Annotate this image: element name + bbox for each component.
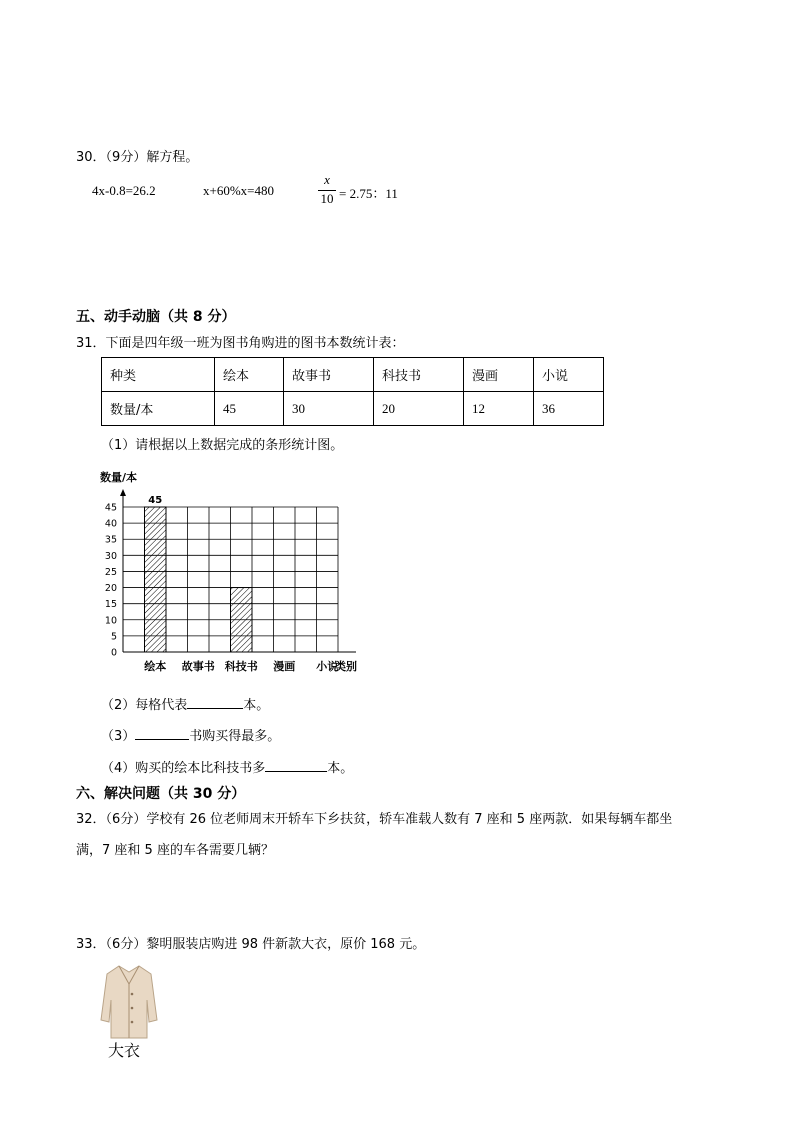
q31-sub3-text-after: 书购买得最多。 [189, 729, 281, 744]
y-tick-label: 0 [110, 647, 117, 659]
q31-sub4-text-after: 本。 [327, 761, 354, 776]
y-axis-title: 数量/本 [100, 471, 138, 484]
y-tick-label: 5 [110, 631, 117, 643]
section-6-title: 六、解决问题（共 30 分） [76, 786, 246, 802]
y-tick-label: 20 [104, 583, 117, 595]
equation-1: 4x-0.8=26.2 [92, 183, 156, 198]
q31-heading: 31．下面是四年级一班为图书角购进的图书本数统计表： [76, 336, 405, 351]
fraction-denominator: 10 [320, 191, 334, 206]
q31-sub2-text: （2）每格代表 [101, 698, 188, 713]
table-header-cell: 绘本 [215, 358, 284, 392]
answer-blank-2[interactable] [187, 708, 243, 709]
book-stats-table [101, 357, 604, 426]
q31-sub1: （1）请根据以上数据完成的条形统计图。 [101, 438, 344, 453]
x-axis-title: 类别 [335, 660, 357, 673]
table-cell: 数量/本 [102, 392, 215, 426]
fraction-numerator: x [324, 172, 330, 187]
data-label: 45 [148, 495, 163, 506]
bar [145, 507, 167, 652]
x-category-label: 故事书 [181, 660, 215, 673]
table-cell: 45 [215, 392, 284, 426]
q31-sub4 [101, 757, 353, 776]
table-header-cell: 科技书 [374, 358, 464, 392]
q32-line-1: 32．（6分）学校有 26 位老师周末开轿车下乡扶贫，轿车准载人数有 7 座和 5 座两款．如果每辆车都坐 [76, 812, 673, 827]
y-tick-label: 10 [104, 615, 117, 627]
q32-line-2: 满，7 座和 5 座的车各需要几辆？ [76, 843, 274, 858]
equation-2: x+60%x=480 [203, 183, 274, 198]
x-category-label: 小说 [316, 660, 339, 673]
table-cell: 12 [464, 392, 534, 426]
q31-sub4-text: （4）购买的绘本比科技书多 [101, 761, 266, 776]
coat-caption: 大衣 [108, 1043, 141, 1060]
x-category-label: 科技书 [224, 660, 258, 673]
table-header-cell: 小说 [534, 358, 604, 392]
table-row [102, 392, 604, 426]
y-tick-label: 15 [104, 599, 117, 611]
bar-chart [90, 464, 410, 684]
table-cell: 36 [534, 392, 604, 426]
answer-blank-3[interactable] [135, 739, 189, 740]
table-header-cell: 种类 [102, 358, 215, 392]
q33-heading: 33．（6分）黎明服装店购进 98 件新款大衣，原价 168 元。 [76, 937, 426, 952]
bar [231, 588, 253, 652]
q30-heading: 30．（9分）解方程。 [76, 150, 199, 165]
equation-3-rest: = 2.75：11 [339, 186, 398, 201]
table-header-cell: 漫画 [464, 358, 534, 392]
q31-sub3-text: （3） [101, 729, 136, 744]
q31-sub2 [101, 694, 269, 713]
y-tick-label: 35 [104, 534, 117, 546]
table-row [102, 358, 604, 392]
y-axis-arrow [120, 489, 126, 496]
y-tick-label: 45 [104, 502, 117, 514]
q31-sub2-text-after: 本。 [243, 698, 270, 713]
x-category-label: 绘本 [144, 660, 167, 673]
y-tick-label: 25 [104, 566, 117, 578]
y-tick-label: 30 [104, 550, 117, 562]
section-5-title: 五、动手动脑（共 8 分） [76, 309, 236, 325]
table-header-cell: 故事书 [284, 358, 374, 392]
table-cell: 20 [374, 392, 464, 426]
table-cell: 30 [284, 392, 374, 426]
answer-blank-4[interactable] [265, 771, 327, 772]
x-category-label: 漫画 [273, 660, 296, 673]
coat-image [97, 962, 161, 1040]
q31-sub3 [101, 725, 280, 744]
y-tick-label: 40 [104, 518, 117, 530]
